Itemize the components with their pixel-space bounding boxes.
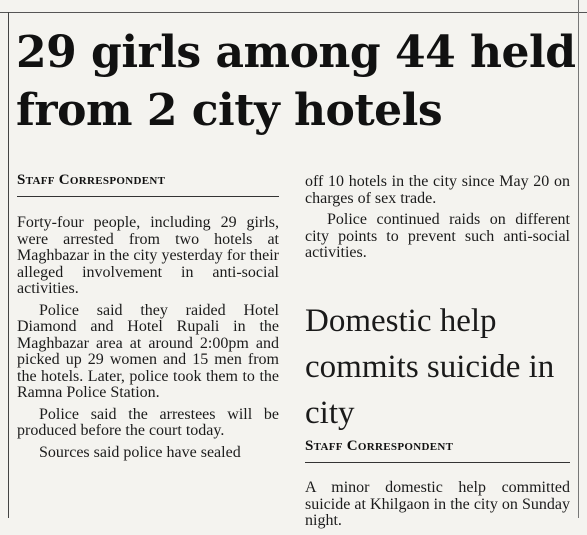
main-headline: 29 girls among 44 held from 2 city hotels xyxy=(16,27,576,136)
byline-rule-story1 xyxy=(17,196,279,197)
secondary-headline: Domestic help commits suicide in city xyxy=(305,303,555,431)
paragraph: Forty-four people, including 29 girls, were arrested from two hotels at Maghbazar in the city yesterday for their alleged involvement in anti-social activities. xyxy=(17,214,279,297)
byline-story1: Staff Correspondent xyxy=(17,172,166,188)
byline-rule-story2 xyxy=(305,462,570,463)
paragraph: off 10 hotels in the city since May 20 on charges of sex trade. xyxy=(305,173,570,207)
paragraph: A minor domestic help committed suicide at Khilgaon in the city on Sunday night. xyxy=(305,479,570,529)
paragraph: Sources said police have sealed xyxy=(39,443,241,461)
byline-story2: Staff Correspondent xyxy=(305,438,454,454)
paragraph: Police said they raided Hotel Diamond and Hotel Rupali in the Maghbazar area at around 2:00pm and picked up 29 women and 15 men from the hotels. Later, police took them to the Ramna Police Station. xyxy=(17,301,279,401)
top-rule xyxy=(0,12,587,13)
story1-column-2 xyxy=(305,174,570,267)
left-column-rule xyxy=(8,12,9,518)
paragraph: Police said the arrestees will be produced before the court today. xyxy=(17,405,279,439)
right-edge-rule xyxy=(578,0,579,518)
story2-column xyxy=(305,480,570,535)
story1-column-1 xyxy=(17,215,279,466)
paragraph: Police continued raids on different city points to prevent such anti-social activities. xyxy=(305,211,570,261)
